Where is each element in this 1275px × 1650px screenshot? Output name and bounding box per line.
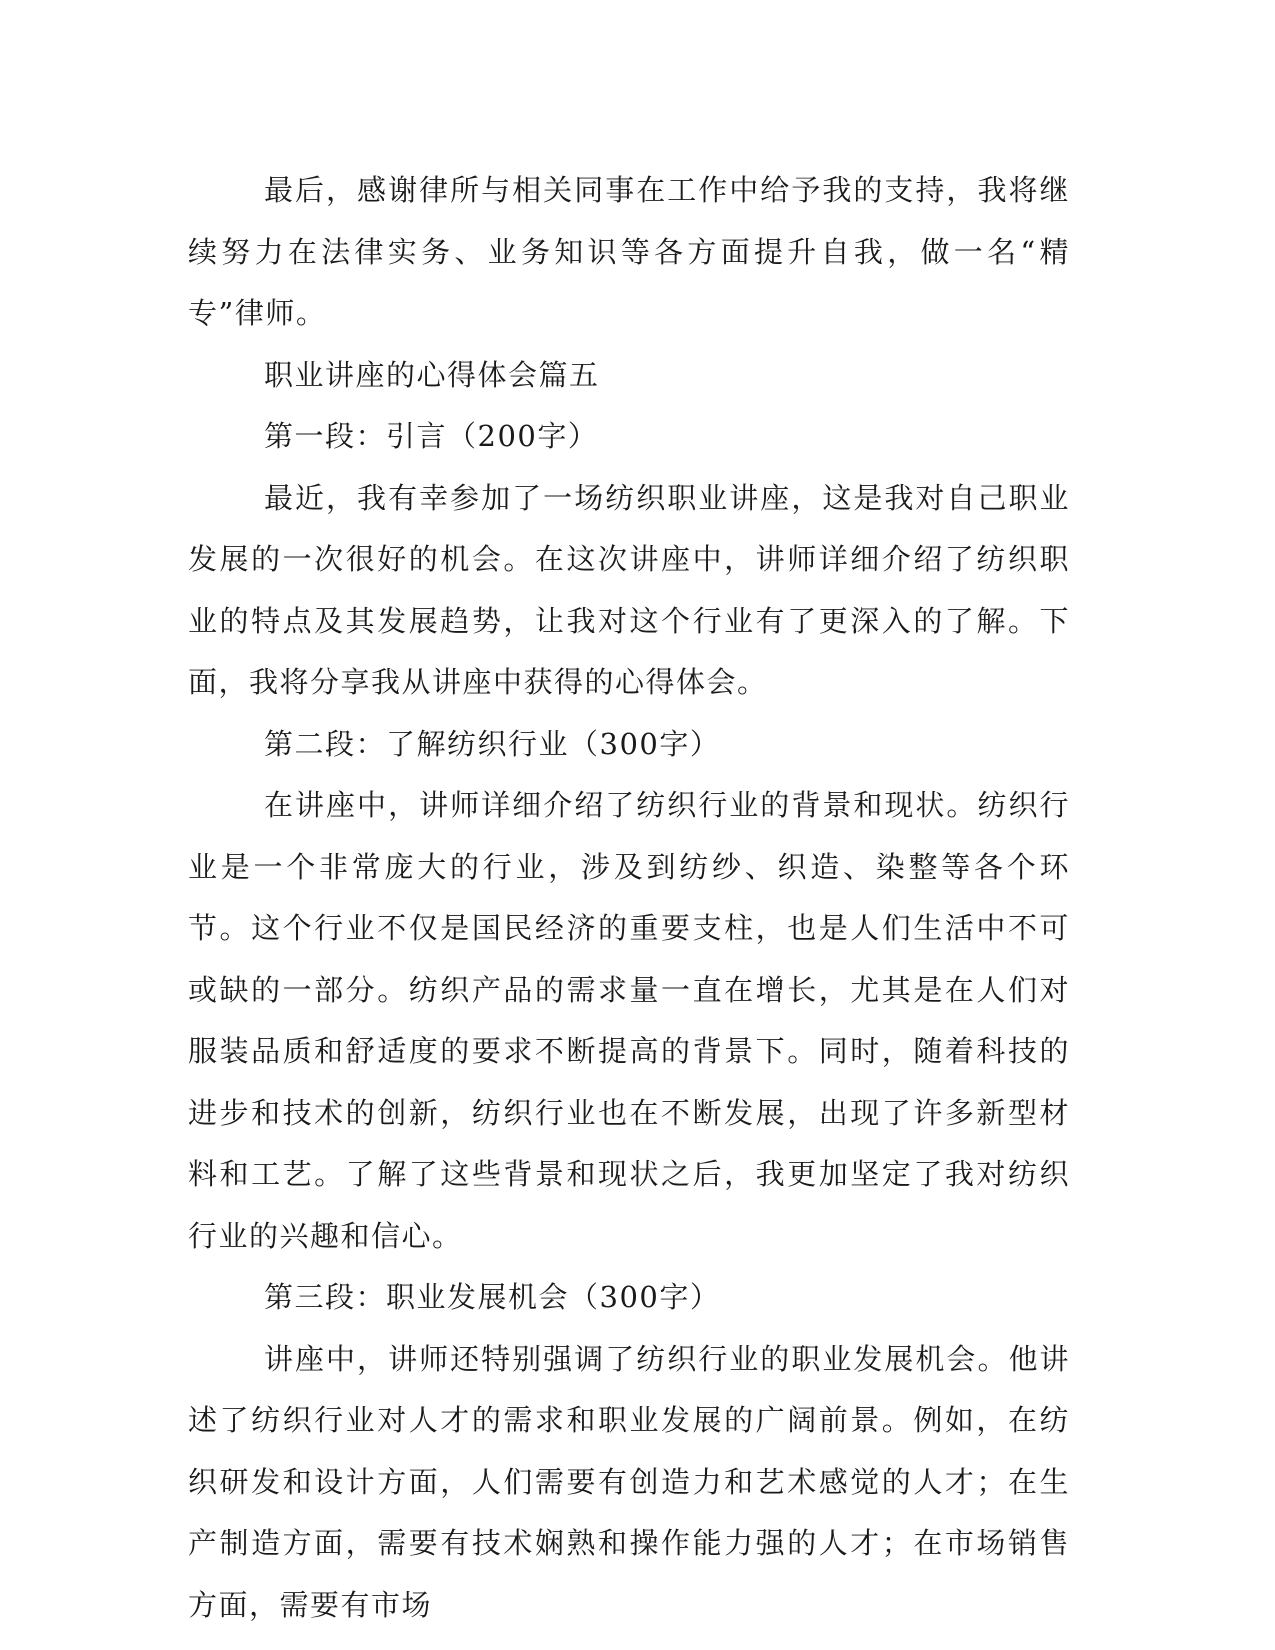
paragraph-closing-thanks: 最后，感谢律所与相关同事在工作中给予我的支持，我将继续努力在法律实务、业务知识等各方面提升自我，做一名“精专”律师。 xyxy=(188,173,1070,330)
document-body xyxy=(188,160,1070,1636)
heading-part-two: 第二段：了解纺织行业（300字） xyxy=(264,726,721,761)
paragraph-introduction: 最近，我有幸参加了一场纺织职业讲座，这是我对自己职业发展的一次很好的机会。在这次讲座中，讲师详细介绍了纺织职业的特点及其发展趋势，让我对这个行业有了更深入的了解。下面，我将分享我从讲座中获得的心得体会。 xyxy=(188,480,1070,699)
paragraph-textile-industry: 在讲座中，讲师详细介绍了纺织行业的背景和现状。纺织行业是一个非常庞大的行业，涉及到纺纱、织造、染整等各个环节。这个行业不仅是国民经济的重要支柱，也是人们生活中不可或缺的一部分。纺织产品的需求量一直在增长，尤其是在人们对服装品质和舒适度的要求不断提高的背景下。同时，随着科技的进步和技术的创新，纺织行业也在不断发展，出现了许多新型材料和工艺。了解了这些背景和现状之后，我更加坚定了我对纺织行业的兴趣和信心。 xyxy=(188,788,1070,1253)
paragraph-career-opportunities: 讲座中，讲师还特别强调了纺织行业的职业发展机会。他讲述了纺织行业对人才的需求和职业发展的广阔前景。例如，在纺织研发和设计方面，人们需要有创造力和艺术感觉的人才；在生产制造方面，需要有技术娴熟和操作能力强的人才；在市场销售方面，需要有市场 xyxy=(188,1341,1070,1622)
heading-part-one: 第一段：引言（200字） xyxy=(264,419,599,453)
section-title-part-five: 职业讲座的心得体会篇五 xyxy=(264,357,600,392)
heading-part-three: 第三段：职业发展机会（300字） xyxy=(264,1280,721,1314)
